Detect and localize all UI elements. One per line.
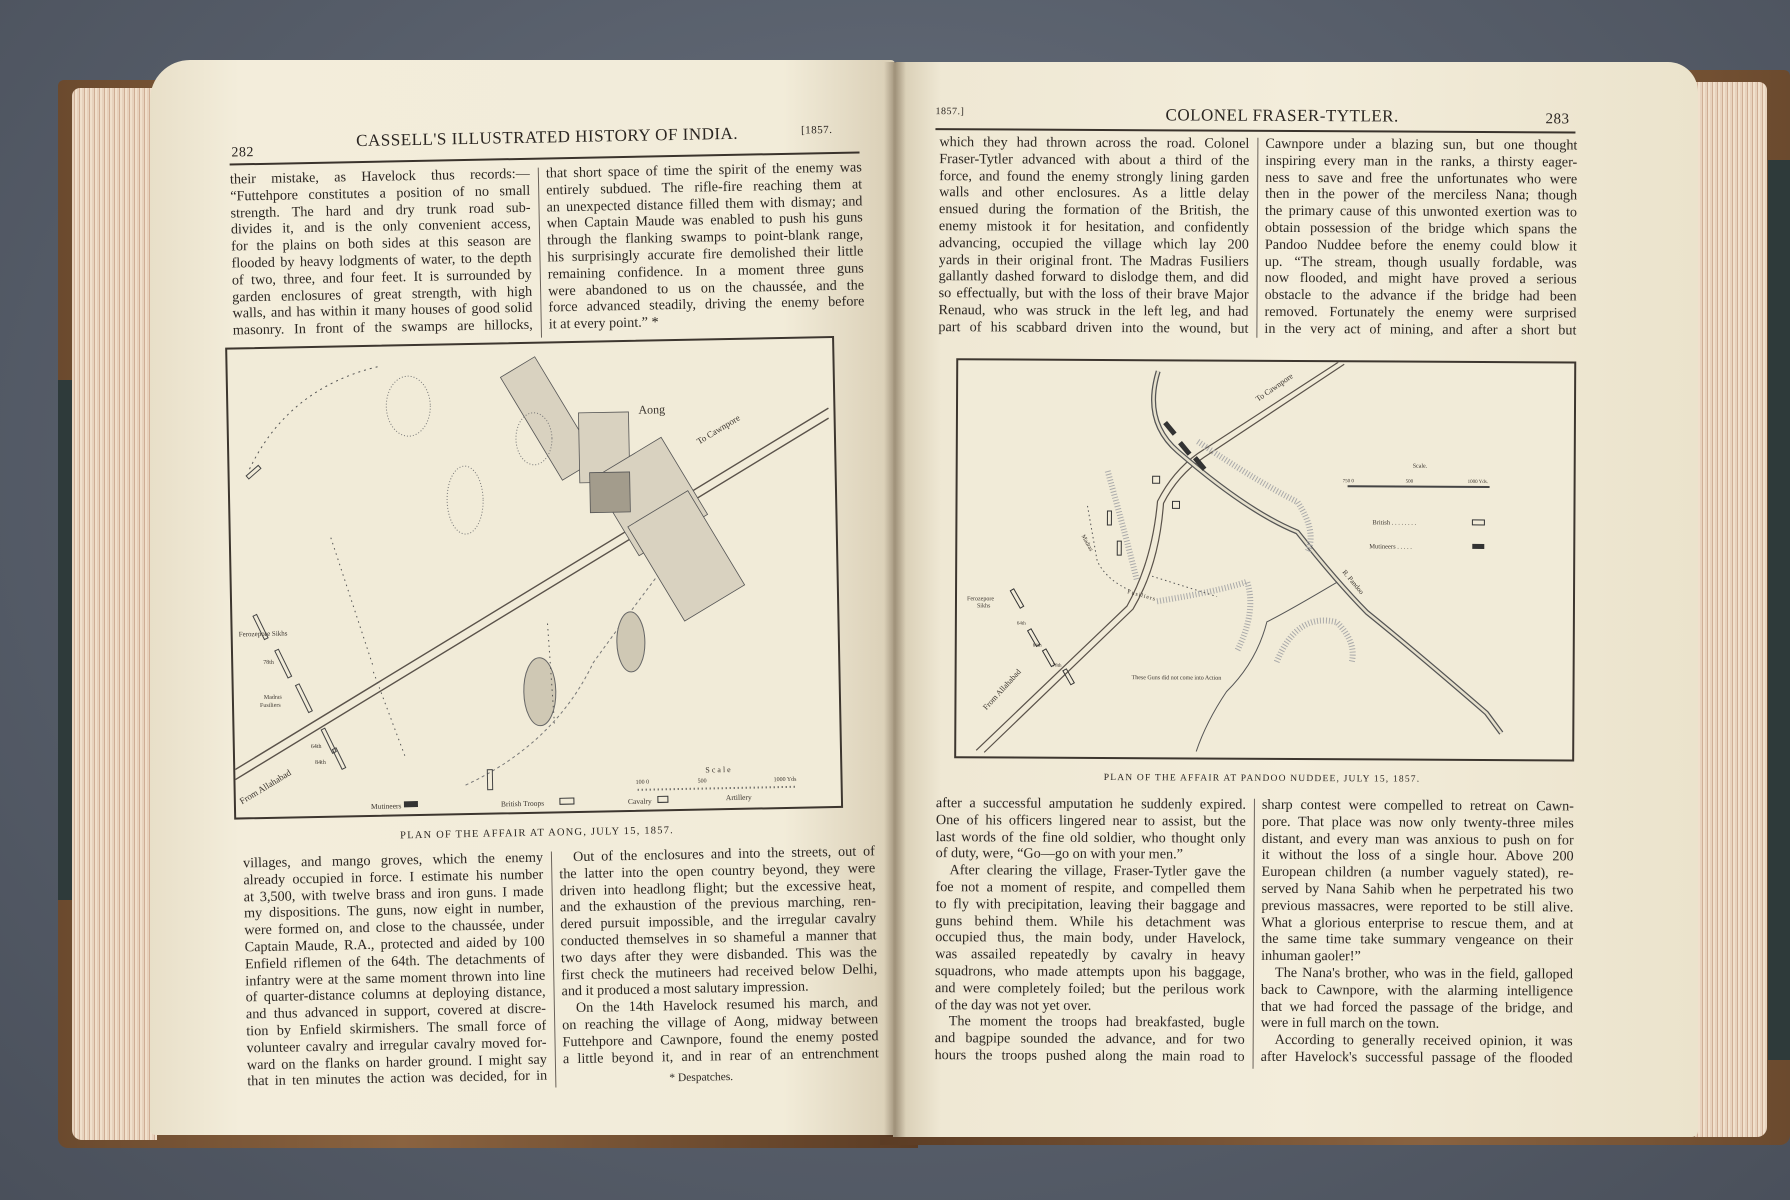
text-line: pore. That place was now only twenty-three miles (1261, 813, 1574, 832)
text-line: entirely subdued. The rifle-fire reaching them at (546, 176, 863, 199)
text-line: volunteer cavalry and irregular cavalry moved for- (246, 1034, 547, 1057)
text-line: already occupied in force. I estimate his number (243, 866, 544, 889)
village-blocks (500, 353, 745, 625)
label-64th: 64th (1016, 621, 1026, 627)
text-line: it without the loss of a single hour. Above 200 (1261, 847, 1574, 865)
stream (1196, 581, 1337, 752)
legend-mutineers-swatch (1472, 544, 1484, 549)
text-line: first check the mutineers had received below Delhi, (561, 960, 878, 983)
trunk-road (976, 360, 1344, 754)
legend-cavalry: Cavalry (627, 796, 652, 807)
text-line: masonry. In front of the swamps are hillocks, (232, 316, 533, 339)
left-page (150, 60, 895, 1135)
column-divider (538, 168, 542, 338)
scale-end: 1000 Yds (773, 776, 797, 784)
text-line: removed. Fortunately the enemy were surprised (1264, 303, 1577, 322)
scale-end: 1000 Yds. (1467, 479, 1489, 486)
text-line: gallantly dashed forward to dislodge them, and did (938, 268, 1249, 287)
text-line: conducted themselves in so shameful a manner that (560, 927, 877, 950)
page-edges-right (1695, 82, 1767, 1137)
label-guns-note: These Guns did not come into Action (1131, 675, 1222, 682)
legend-mutineers-swatch (404, 801, 418, 807)
scale-mid: 500 (697, 778, 707, 785)
legend-british: British . . . . . . . . (1372, 519, 1417, 527)
text-line: walls, and has within it many houses of good solid (232, 300, 533, 322)
label-from-allahabad: From Allahabad (981, 667, 1023, 712)
text-line: for the plains on both sides at this season are (231, 232, 532, 255)
label-78th: 78th (263, 659, 274, 666)
cloth-spine-right (1768, 160, 1790, 1060)
text-line: divides it, and is the only convenient access, (230, 216, 531, 238)
text-line: infantry were at the same moment thrown into line (245, 967, 546, 989)
label-78th: 78th (1052, 663, 1062, 669)
running-header: COLONEL FRASER-TYTLER. (1165, 105, 1399, 126)
text-line: ward on the flanks on harder ground. I might say (246, 1051, 548, 1073)
running-header: CASSELL'S ILLUSTRATED HISTORY OF INDIA. (356, 123, 739, 151)
header-year: [1857. (800, 123, 833, 137)
text-line: part of his scabbard driven into the wound, but (938, 318, 1249, 337)
text-line: on reaching the village of Aong, midway between (562, 1011, 879, 1034)
text-line: Pandoo Nuddee before the enemy could blow it (1264, 236, 1577, 255)
label-scale: Scale. (1412, 463, 1428, 470)
legend-artillery: Artillery (725, 792, 752, 803)
text-line: Cawnpore under a blazing sun, but one thought (1265, 135, 1578, 154)
right-page (893, 62, 1698, 1137)
text-line: flooded by heavy lodgments of water, to the depth (231, 249, 532, 272)
trunk-road (229, 408, 836, 779)
page-number: 282 (231, 145, 255, 161)
map-caption: PLAN OF THE AFFAIR AT AONG, JULY 15, 1857. (400, 825, 675, 842)
text-line: Futtehpore and Cawnpore, found the enemy posted (562, 1028, 879, 1051)
legend-mutineers: Mutineers (370, 801, 402, 811)
text-column (243, 850, 547, 1091)
text-line: After clearing the village, Fraser-Tytler gave the (949, 862, 1246, 880)
legend-cavalry-swatch (658, 796, 668, 802)
text-line: On the 14th Havelock resumed his march, and (575, 994, 878, 1017)
text-line: villages, and mango groves, which the enemy (242, 849, 544, 872)
legend-mutineers: Mutineers . . . . . (1369, 543, 1412, 551)
text-column (938, 134, 1249, 337)
text-line: two days after they were disbanded. This was the (560, 944, 878, 967)
page-number: 283 (1545, 111, 1570, 128)
text-line: when Captain Maude was enabled to push his guns (546, 209, 863, 232)
text-line: were in full march on the town. (1260, 1015, 1440, 1033)
text-line: yards in their original front. The Madras Fusiliers (938, 251, 1249, 270)
text-line: that we had forced the passage of the bridge, and (1260, 998, 1573, 1017)
text-line: What a glorious enterprise to rescue them, and at (1261, 914, 1574, 933)
text-line: his surprisingly accurate fire demolished their little (547, 243, 864, 266)
text-line: driven into headlong flight; but the excessive heat, (559, 876, 876, 899)
text-column (546, 159, 865, 333)
text-line: and were completely foiled; but the perilous work (934, 979, 1245, 998)
text-line: enemy mistook it for hesitation, and confidently (938, 218, 1249, 236)
text-line: ness to save and free the unfortunates who were (1265, 169, 1578, 188)
text-column (935, 795, 1246, 1065)
text-line: occupied thus, the main body, under Havelock, (935, 929, 1246, 948)
text-line: The Nana's brother, who was in the field, galloped (1275, 964, 1574, 983)
text-line: were formed on, and close to the chaussée, under (244, 916, 545, 939)
text-line: and bagpipe sounded the advance, and for two (934, 1030, 1245, 1048)
text-line: their mistake, as Havelock thus records:— (229, 165, 531, 188)
text-line: “Futtehpore constitutes a position of no small (230, 182, 531, 205)
text-line: tion by Enfield skirmishers. The small force of (246, 1017, 547, 1040)
text-line: of two, three, and four feet. It is surrounded by (231, 266, 532, 289)
text-line: sharp contest were compelled to retreat on Cawn- (1261, 796, 1574, 815)
text-column (230, 166, 533, 340)
text-line: that short space of time the spirit of the enemy was (545, 159, 862, 182)
text-line: guns behind them. While his detachment was (935, 912, 1246, 931)
text-line: up. “The stream, though usually fordable, was (1264, 253, 1577, 272)
label-madras: Madras (1079, 533, 1094, 553)
footnote: * Despatches. (669, 1071, 734, 1085)
text-line: European children (a number vaguely stated), re- (1261, 864, 1574, 882)
column-divider (1256, 138, 1258, 338)
label-fusiliers: Fusiliers (1126, 589, 1157, 603)
label-84th: 84th (315, 759, 326, 767)
text-line: and thus advanced in support, covered at discre- (245, 1000, 547, 1023)
text-line: was assailed repeatedly by cavalry in heavy (935, 946, 1246, 964)
label-ferozepore-sikhs: Ferozepore Sikhs (238, 629, 288, 639)
text-line: now flooded, and might have proved a serious (1264, 270, 1577, 288)
text-line: an unexpected distance filled them with dismay; and (546, 192, 863, 216)
legend-british-swatch (560, 798, 574, 804)
text-line: served by Nana Sahib when he perpetrated his two (1261, 880, 1574, 899)
text-line: inhuman gaoler!” (1261, 947, 1361, 965)
map-drawing (956, 360, 1574, 759)
label-from-allahabad: From Allahabad (237, 767, 293, 807)
label-sikhs: Sikhs (976, 603, 991, 610)
troop-markers (246, 461, 493, 794)
label-to-cawnpore: To Cawnpore (1254, 371, 1295, 404)
label-64th: 64th (310, 743, 322, 751)
text-line: to fly with precipitation, leaving their baggage and (935, 895, 1246, 914)
text-line: the latter into the open country beyond, they were (559, 860, 876, 883)
scale-mid: 500 (1405, 479, 1414, 485)
text-line: obstacle to the advance if the bridge had been (1264, 287, 1577, 305)
text-column (1264, 136, 1577, 339)
text-line: inspiring every man in the ranks, a thirsty eager- (1265, 152, 1578, 171)
legend-british-swatch (1472, 520, 1484, 525)
text-line: distant, and every man was anxious to push on for (1261, 830, 1574, 849)
column-divider (1253, 799, 1255, 1069)
text-line: in the very act of mining, and after a short but (1264, 320, 1577, 339)
text-line: One of his officers lingered near to assist, but the (935, 811, 1246, 830)
text-line: obtain possession of the bridge which spans the (1264, 219, 1577, 238)
scale-bar (638, 787, 796, 790)
text-line: after Havelock's successful passage of the flooded (1260, 1048, 1573, 1067)
text-column (559, 843, 879, 1067)
text-line: it at every point.” * (548, 314, 659, 333)
text-line: Out of the enclosures and into the streets, out of (572, 843, 876, 866)
label-fusiliers: Fusiliers (259, 702, 281, 710)
skirmish-lines (331, 533, 555, 757)
text-column (1261, 797, 1574, 1067)
map-caption: PLAN OF THE AFFAIR AT PANDOO NUDDEE, JULY 15, 1857. (1103, 772, 1421, 785)
label-madras: Madras (263, 694, 282, 701)
header-year: 1857.] (935, 106, 965, 118)
text-line: the primary cause of this unwonted exertion was to (1264, 203, 1578, 221)
text-line: force, and found the enemy strongly lining garden (939, 167, 1250, 186)
text-line: my dispositions. The guns, now eight in number, (243, 900, 545, 922)
column-divider (551, 851, 557, 1087)
text-line: back to Cawnpore, with the alarming intelligence (1260, 981, 1573, 1000)
text-line: garden enclosures of great strength, with high (232, 283, 533, 306)
label-ferozepore: Ferozepore (966, 596, 995, 603)
scale-bar (1348, 486, 1490, 487)
text-line: squadrons, who made attempts upon his baggage, (935, 963, 1246, 981)
text-line: strength. The hard and dry trunk road sub- (230, 199, 531, 222)
text-line: According to generally received opinion, it was (1274, 1032, 1573, 1050)
label-to-cawnpore: To Cawnpore (694, 412, 742, 447)
text-line: Enfield riflemen of the 64th. The detachments of (244, 950, 546, 973)
text-line: of quarter-distance columns at deploying distance, (245, 984, 546, 1006)
text-line: which they had thrown across the road. Colonel (939, 134, 1250, 152)
book-gutter (884, 62, 906, 1137)
label-river: R. Pandoo (1340, 568, 1366, 596)
text-line: The moment the troops had breakfasted, bugle (948, 1013, 1245, 1032)
text-line: last words of the fine old soldier, who thought only (935, 828, 1246, 847)
scale-start: 100 0 (635, 779, 650, 786)
text-line: through the flanking swamps to point-blank range, (547, 226, 864, 249)
text-line: Captain Maude, R.A., protected and aided by 100 (244, 933, 545, 956)
label-scale: Scale (705, 764, 733, 775)
text-line: a little beyond it, and in rear of an entrenchment (562, 1044, 879, 1067)
map-drawing (227, 338, 841, 818)
text-line: of the day was not yet over. (934, 996, 1092, 1014)
text-line: and it produced a most salutary impression. (561, 978, 809, 1000)
text-line: Renaud, who was struck in the left leg, and had (938, 302, 1249, 320)
map-aong (225, 336, 843, 820)
text-line: of duty, were, “Go—go on with your men.” (935, 845, 1184, 863)
text-line: previous massacres, were reported to be still alive. (1261, 897, 1574, 916)
text-line: were abandoned to us on the chaussée, and the (547, 276, 865, 300)
text-line: the same time take summary vengeance on their (1261, 931, 1574, 949)
swamps (522, 612, 646, 726)
map-pandoo-nuddee (954, 358, 1576, 761)
text-line: so effectually, but with the loss of their brave Major (938, 285, 1249, 303)
hills (1107, 441, 1354, 662)
text-line: and the exhaustion of the previous marching, ren- (559, 893, 877, 916)
header-rule (935, 128, 1575, 133)
text-line: then in the power of the merciless Nana; though (1265, 186, 1578, 204)
cavalry-path (248, 367, 380, 469)
label-aong: Aong (638, 402, 666, 417)
text-line: that in ten minutes the action was decided, for in (247, 1067, 548, 1090)
text-line: walls and other enclosures. As a little delay (939, 184, 1250, 203)
scale-start: 750 0 (1342, 479, 1354, 485)
text-line: hours the troops pushed along the main road to (934, 1047, 1245, 1065)
text-line: dered pursuit impossible, and the irregular cavalry (560, 910, 877, 933)
legend-british: British Troops (500, 798, 545, 809)
text-line: ensued during the formation of the British, the (938, 201, 1250, 219)
text-line: foe not a moment of respite, and compelled them (935, 879, 1246, 897)
text-line: force advanced steadily, driving the enemy before (548, 293, 865, 316)
text-line: Fraser-Tytler advanced with about a third of the (939, 150, 1250, 169)
label-84th: 84th (1032, 643, 1042, 649)
skirmish-lines (1087, 506, 1217, 597)
text-line: advancing, occupied the village which lay 200 (938, 234, 1249, 253)
text-line: at 3,500, with twelve brass and iron guns. I made (243, 883, 544, 905)
text-line: remaining confidence. In a moment three guns (547, 260, 864, 283)
text-line: after a successful amputation he suddenly expired. (935, 795, 1246, 813)
